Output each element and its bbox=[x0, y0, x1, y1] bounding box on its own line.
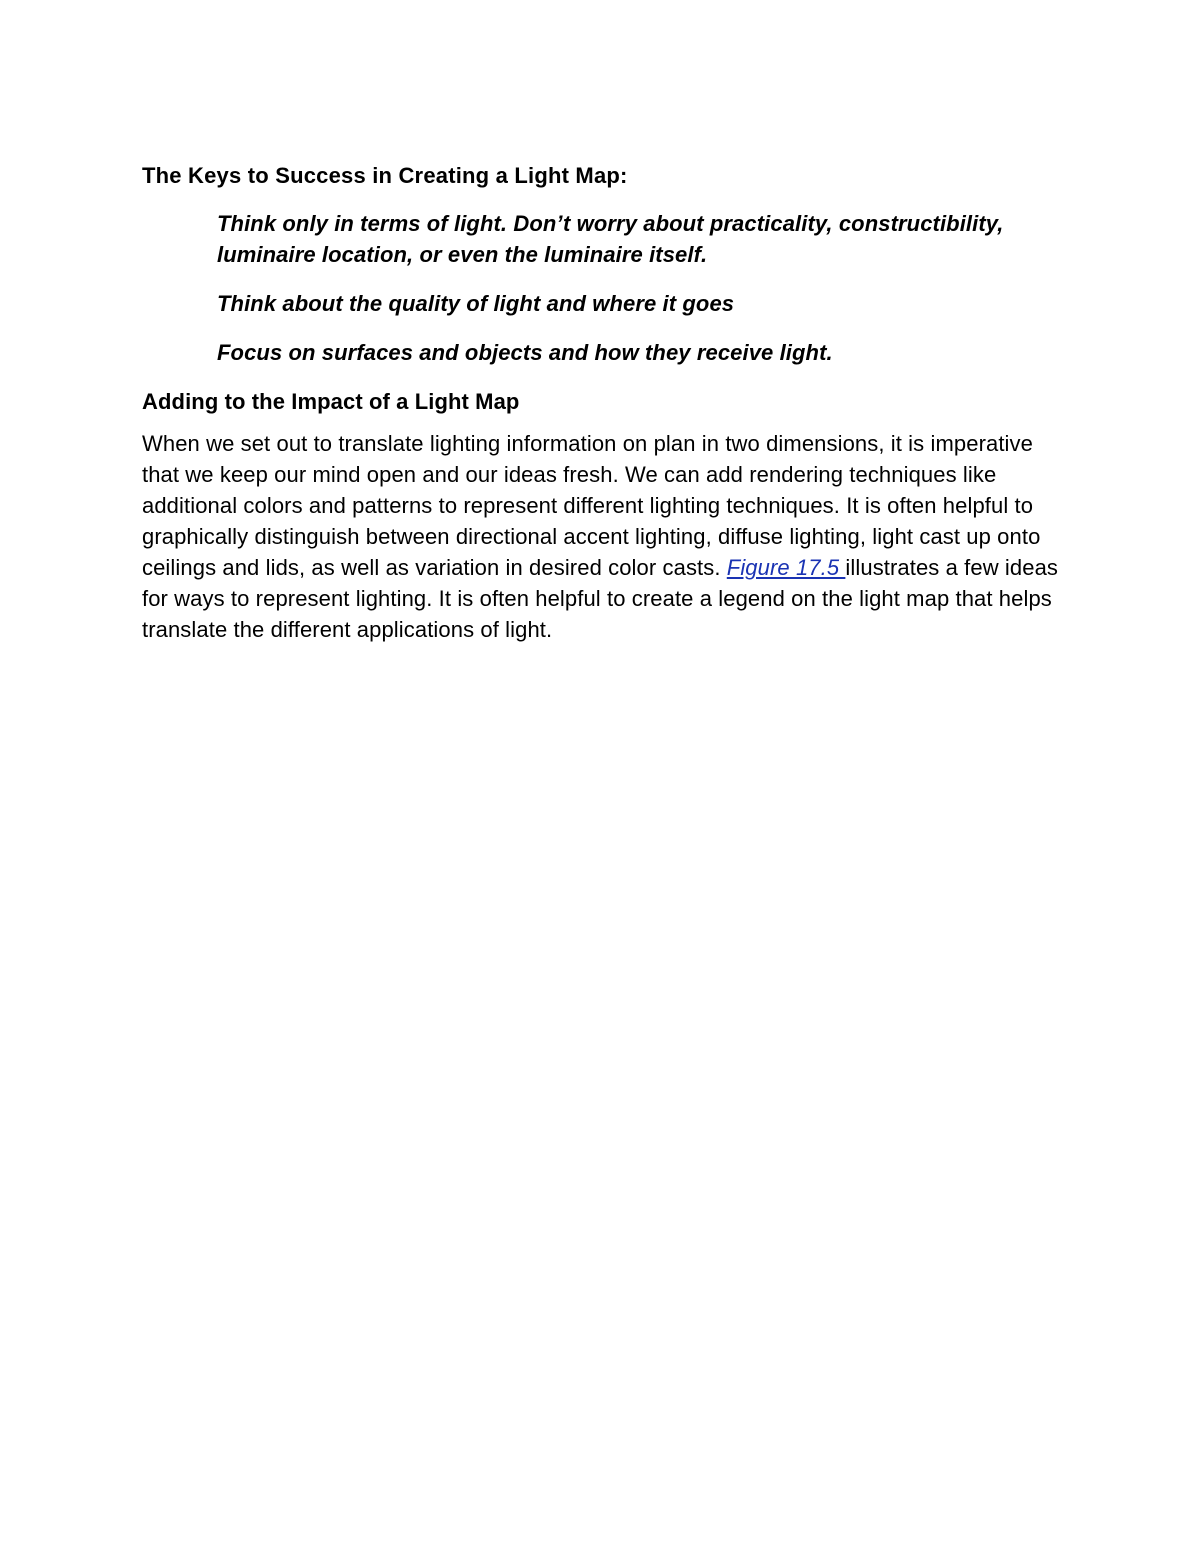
paragraph-text-before-link: When we set out to translate lighting information on plan in two dimensions, it is imperative that we keep our mind open and our ideas fresh. We can add rendering techniques like additional colors and patterns to represent different lighting techniques. It is often helpful to graphically distinguish between directional accent lighting, diffuse lighting, light cast up onto ceilings and lids, as well as variation in desired color casts. bbox=[142, 431, 1041, 580]
document-content bbox=[142, 160, 1072, 645]
body-paragraph bbox=[142, 428, 1072, 645]
keys-list bbox=[217, 208, 1072, 368]
heading-adding-impact: Adding to the Impact of a Light Map bbox=[142, 389, 520, 414]
figure-17-5-link[interactable]: Figure 17.5 bbox=[726, 555, 846, 580]
key-item: Focus on surfaces and objects and how they receive light. bbox=[217, 340, 833, 365]
heading-keys-to-success: The Keys to Success in Creating a Light Map: bbox=[142, 163, 628, 188]
paragraph-text-after-link: illustrates a few ideas for ways to represent lighting. It is often helpful to create a legend on the light map that helps translate the different applications of light. bbox=[142, 555, 1059, 642]
key-item: Think only in terms of light. Don’t worry about practicality, constructibility, luminaire location, or even the luminaire itself. bbox=[217, 211, 1004, 267]
key-item: Think about the quality of light and where it goes bbox=[217, 291, 735, 316]
